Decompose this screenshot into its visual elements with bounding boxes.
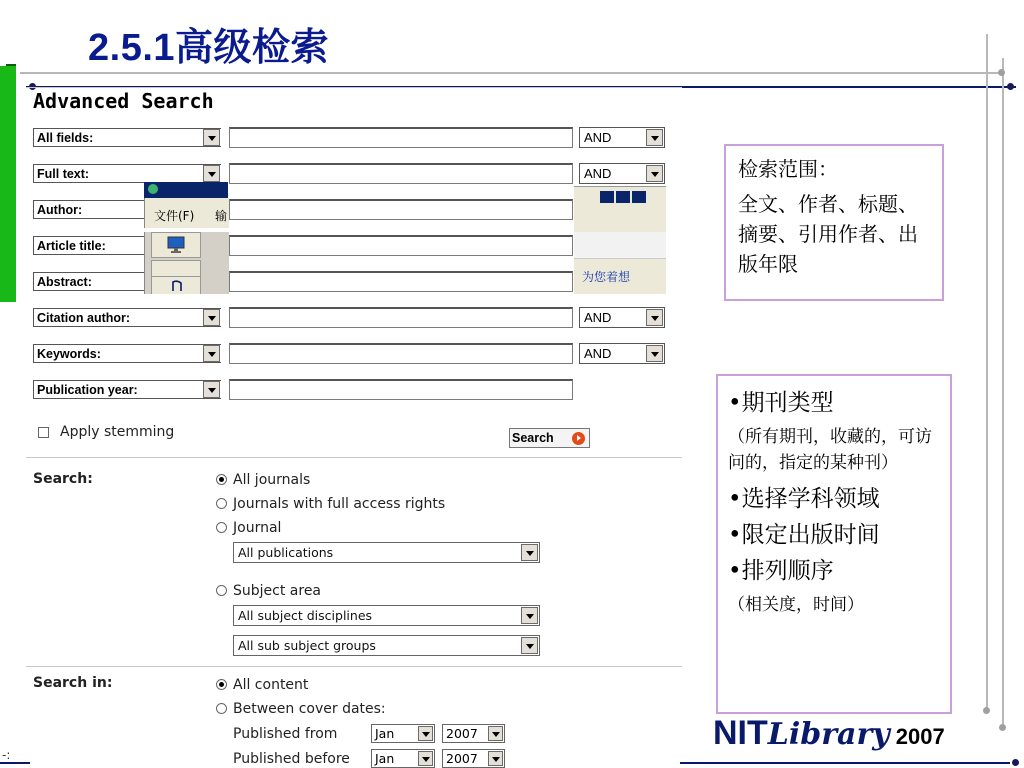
- chevron-down-icon[interactable]: [203, 345, 220, 362]
- chevron-down-icon[interactable]: [488, 726, 503, 741]
- search-button-label: Search: [512, 431, 554, 445]
- field-select[interactable]: Full text:: [33, 164, 221, 183]
- search-term-input[interactable]: [229, 343, 573, 364]
- chevron-down-icon[interactable]: [646, 345, 663, 362]
- chevron-down-icon[interactable]: [203, 381, 220, 398]
- chevron-down-icon[interactable]: [646, 129, 663, 146]
- slide-title: 2.5.1高级检索: [88, 27, 330, 69]
- operator-select[interactable]: AND: [579, 163, 665, 184]
- radio-subject-area[interactable]: [216, 585, 227, 596]
- minimize-button[interactable]: [600, 191, 614, 203]
- note-journal-type-detail: （所有期刊，收藏的，可访问的，指定的某种刊）: [728, 427, 932, 473]
- radio-full-access-label: Journals with full access rights: [233, 496, 446, 512]
- chevron-down-icon[interactable]: [418, 726, 433, 741]
- divider-line: [20, 72, 1000, 74]
- close-button[interactable]: [632, 191, 646, 203]
- chevron-down-icon[interactable]: [521, 607, 538, 624]
- popup-window-controls: [574, 186, 666, 233]
- toolbar-button[interactable]: [151, 276, 201, 294]
- field-select[interactable]: Article title:: [33, 236, 221, 255]
- search-term-input[interactable]: [229, 307, 573, 328]
- green-accent-cap: [6, 64, 16, 66]
- maximize-button[interactable]: [616, 191, 630, 203]
- line-dot: [998, 69, 1005, 76]
- field-select[interactable]: All fields:: [33, 128, 221, 147]
- computer-icon: [166, 236, 186, 254]
- divider-line: [0, 762, 30, 764]
- radio-full-access[interactable]: [216, 498, 227, 509]
- search-term-input[interactable]: [229, 199, 573, 220]
- menu-more[interactable]: 输: [215, 209, 228, 223]
- scope-note: [724, 144, 944, 301]
- radio-between-dates[interactable]: [216, 703, 227, 714]
- radio-all-journals[interactable]: [216, 474, 227, 485]
- operator-select[interactable]: AND: [579, 307, 665, 328]
- chevron-down-icon[interactable]: [203, 129, 220, 146]
- toolbar-button[interactable]: [151, 232, 201, 258]
- from-month-value: Jan: [375, 726, 395, 741]
- line-dot: [983, 707, 990, 714]
- divider-line: [680, 762, 1010, 764]
- form-top-border: [26, 87, 682, 88]
- chevron-down-icon[interactable]: [418, 751, 433, 766]
- radio-subject-area-label: Subject area: [233, 583, 322, 599]
- section-divider: [26, 666, 682, 667]
- green-accent-bar: [0, 66, 16, 302]
- note-date: •限定出版时间: [728, 522, 880, 548]
- promo-link[interactable]: 为您着想: [582, 270, 631, 284]
- search-button[interactable]: [509, 428, 590, 448]
- chevron-down-icon[interactable]: [521, 637, 538, 654]
- logo-year: 2007: [895, 724, 945, 749]
- before-month-select[interactable]: [371, 749, 435, 768]
- advanced-search-title: Advanced Search: [33, 89, 214, 113]
- cursor-icon: [170, 279, 184, 293]
- apply-stemming-label: Apply stemming: [60, 424, 175, 440]
- chevron-down-icon[interactable]: [646, 165, 663, 182]
- subject-select-value: All subject disciplines: [238, 608, 373, 623]
- logo-nit: NIT: [713, 714, 768, 752]
- journal-select-value: All publications: [238, 545, 334, 560]
- menu-file[interactable]: 文件(F): [154, 209, 195, 223]
- radio-all-content[interactable]: [216, 679, 227, 690]
- chevron-down-icon[interactable]: [488, 751, 503, 766]
- nit-library-logo: [713, 714, 945, 753]
- field-select[interactable]: Author:: [33, 200, 221, 219]
- scope-note-heading: 检索范围：: [738, 157, 838, 181]
- note-order-detail: （相关度，时间）: [728, 595, 864, 615]
- logo-library: Library: [767, 717, 890, 752]
- field-select[interactable]: Citation author:: [33, 308, 221, 327]
- field-select[interactable]: Publication year:: [33, 380, 221, 399]
- chevron-down-icon[interactable]: [203, 165, 220, 182]
- popup-link-strip: [574, 232, 666, 259]
- scope-note-body: 全文、作者、标题、摘要、引用作者、出版年限: [738, 192, 918, 276]
- search-term-input[interactable]: [229, 271, 573, 292]
- line-dot: [1007, 83, 1014, 90]
- from-month-select[interactable]: [371, 724, 435, 743]
- search-term-input[interactable]: [229, 127, 573, 148]
- search-term-input[interactable]: [229, 163, 573, 184]
- divider-line: [1002, 58, 1004, 728]
- divider-line: [986, 34, 988, 710]
- radio-journal[interactable]: [216, 522, 227, 533]
- chevron-down-icon[interactable]: [646, 309, 663, 326]
- publication-year-input[interactable]: [229, 379, 573, 400]
- popup-titlebar: [144, 182, 228, 198]
- popup-toolbar: [144, 232, 229, 294]
- apply-stemming-checkbox[interactable]: [38, 427, 49, 438]
- line-dot: [1012, 759, 1019, 766]
- operator-select[interactable]: AND: [579, 343, 665, 364]
- line-dot: [999, 724, 1006, 731]
- field-select[interactable]: Keywords:: [33, 344, 221, 363]
- search-scope-label: Search:: [33, 471, 93, 487]
- sub-subject-select-value: All sub subject groups: [238, 638, 376, 653]
- note-journal-type: •期刊类型: [728, 390, 834, 416]
- section-divider: [26, 457, 682, 458]
- footer-mark: -:: [2, 748, 11, 762]
- sub-subject-select[interactable]: [233, 635, 540, 656]
- operator-select[interactable]: AND: [579, 127, 665, 148]
- field-select[interactable]: Abstract:: [33, 272, 221, 291]
- radio-between-dates-label: Between cover dates:: [233, 701, 386, 717]
- subject-select[interactable]: [233, 605, 540, 626]
- from-year-select[interactable]: [442, 724, 505, 743]
- app-icon: [148, 184, 158, 194]
- published-from-label: Published from: [233, 726, 338, 742]
- published-before-label: Published before: [233, 751, 350, 767]
- popup-link-panel: [574, 232, 666, 294]
- radio-all-journals-label: All journals: [233, 472, 311, 488]
- go-arrow-icon: [572, 432, 585, 445]
- popup-menubar: [144, 198, 229, 228]
- note-subject: •选择学科领域: [728, 486, 880, 512]
- before-month-value: Jan: [375, 751, 395, 766]
- chevron-down-icon[interactable]: [521, 544, 538, 561]
- before-year-value: 2007: [446, 751, 478, 766]
- from-year-value: 2007: [446, 726, 478, 741]
- chevron-down-icon[interactable]: [203, 309, 220, 326]
- note-order: •排列顺序: [728, 558, 834, 584]
- search-in-label: Search in:: [33, 675, 113, 691]
- radio-journal-label: Journal: [233, 520, 282, 536]
- options-note: [716, 374, 952, 714]
- journal-select[interactable]: [233, 542, 540, 563]
- radio-all-content-label: All content: [233, 677, 309, 693]
- before-year-select[interactable]: [442, 749, 505, 768]
- search-term-input[interactable]: [229, 235, 573, 256]
